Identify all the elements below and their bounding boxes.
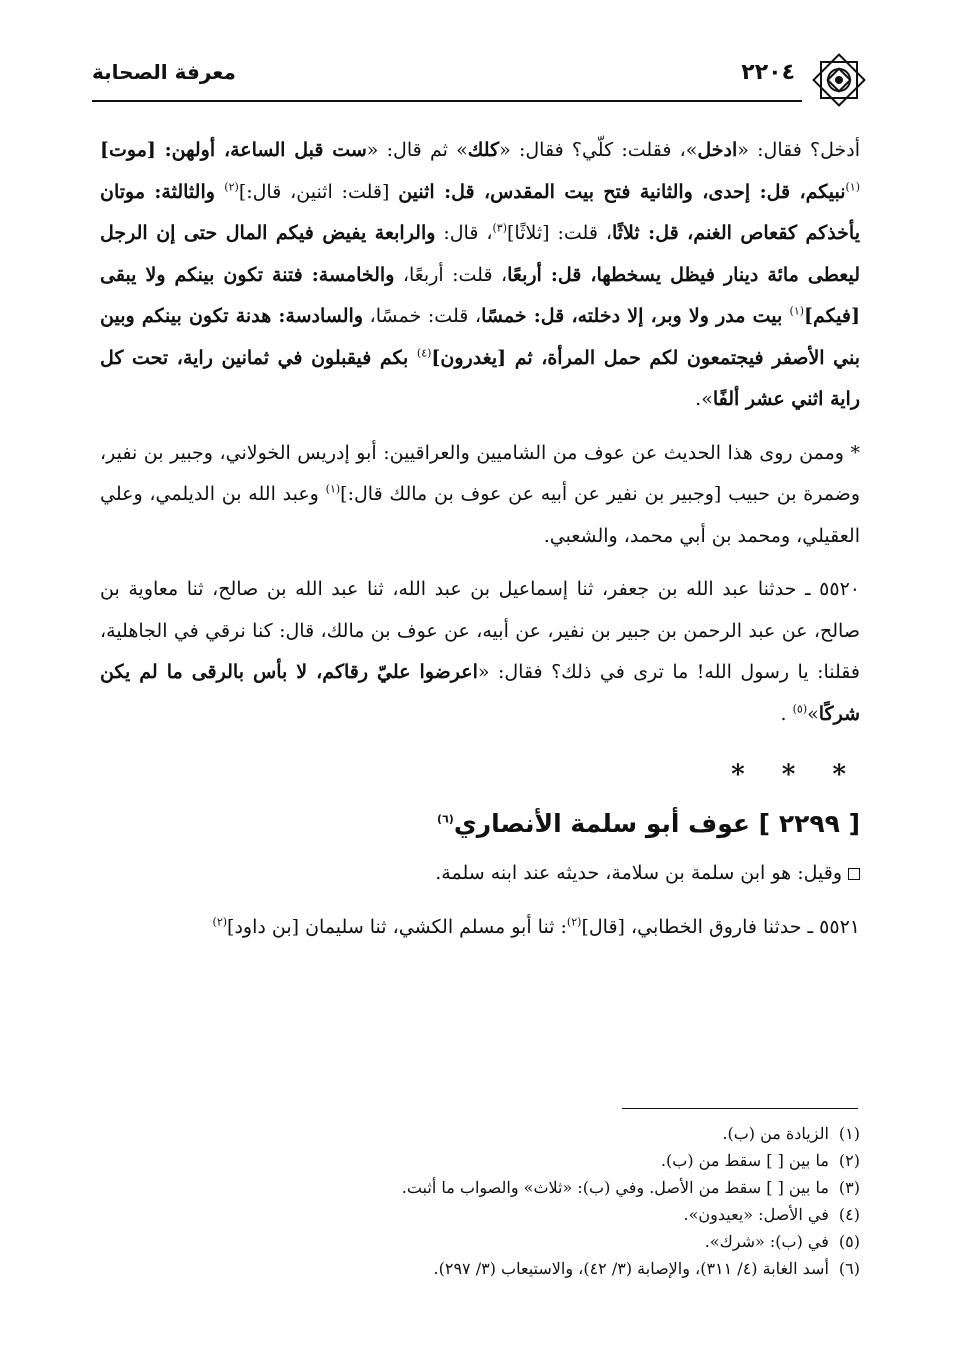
footnote: [100, 1174, 860, 1201]
text-span: » ثم قال: «: [366, 139, 468, 161]
text-span: : ثنا أبو مسلم الكشي، ثنا سليمان [بن داود]: [227, 915, 567, 938]
text-span: ، قلت: أربعًا،: [394, 263, 508, 286]
hadith-paragraph-1: [100, 130, 860, 421]
octagonal-star-ornament-icon: [811, 52, 867, 108]
text-span: ، قلت: خمسًا،: [363, 305, 482, 327]
footnote-ref: (١): [789, 304, 805, 318]
text-span: »، فقلت: كلّي؟ فقال: «: [499, 139, 698, 161]
prophetic-text: بكم فيقبلون في ثمانين راية، تحت كل راية اثني عشر ألفًا: [100, 346, 860, 410]
hadith-5520-paragraph: [100, 569, 860, 735]
footnote-number: (٤): [838, 1205, 860, 1224]
footnote-ref: (٢): [566, 915, 582, 929]
text-span: أدخل؟ فقال: «: [737, 139, 860, 161]
footnote: [100, 1255, 860, 1282]
footnote-divider: [622, 1108, 858, 1109]
section-separator-stars: * * *: [731, 760, 860, 790]
footnote: [100, 1120, 860, 1147]
footnote-number: (٢): [838, 1151, 860, 1170]
prophetic-text: والسادسة: هدنة تكون بينكم وبين بني الأصفر فيجتمعون لكم حمل المرأة، ثم [يغدرون]: [100, 305, 860, 369]
footnote-text: أسد الغابة (٤/ ٣١١)، والإصابة (٣/ ٤٢)، والاستيعاب (٣/ ٢٩٧).: [433, 1259, 829, 1278]
note-paragraph: [100, 853, 860, 895]
text-span: وقيل: هو ابن سلمة بن سلامة، حديثه عند ابنه سلمة.: [435, 862, 842, 884]
footnote-ref: (٦): [437, 812, 454, 826]
prophetic-text: ست قبل الساعة، أولهن: [موت]: [100, 139, 367, 161]
square-bullet-icon: [848, 868, 860, 880]
prophetic-text: والثالثة: موتان يأخذكم كقعاص الغنم، قل: ثلاثًا: [100, 180, 860, 244]
page-number: ٢٢٠٤: [741, 60, 795, 85]
section-title: [100, 799, 860, 849]
footnote: [100, 1228, 860, 1255]
text-span: ، قلت: [ثلاثًا]: [507, 222, 612, 244]
footnote-text: في (ب): «شرك».: [704, 1232, 829, 1251]
section-title-text: [ ٢٢٩٩ ] عوف أبو سلمة الأنصاري: [453, 809, 860, 838]
main-text: [100, 130, 860, 948]
book-title: معرفة الصحابة: [92, 60, 236, 84]
header-divider: [92, 100, 802, 102]
footnote-ref: (٢): [224, 180, 239, 194]
prophetic-text: والرابعة يفيض فيكم المال حتى إن الرجل ليعطى مائة دينار فيظل يسخطها، قل: أربعًا: [100, 222, 860, 286]
footnote-text: الزيادة من (ب).: [722, 1124, 829, 1143]
footnote-text: ما بين [ ] سقط من (ب).: [660, 1151, 829, 1170]
footnote: [100, 1147, 860, 1174]
text-span: ».: [695, 388, 713, 410]
prophetic-text: اعرضوا عليّ رقاكم، لا بأس بالرقى ما لم يكن شركًا: [100, 661, 860, 725]
text-span: ، قال:: [435, 222, 493, 244]
prophetic-text: ادخل: [697, 139, 738, 161]
prophetic-text: كلك: [467, 139, 500, 161]
footnote-ref: (٤): [416, 346, 432, 360]
text-span: * وممن روى هذا الحديث عن عوف من الشاميين والعراقيين: أبو إدريس الخولاني، وجبير بن نفير، وضمرة بن حبيب [وجبير بن نفير عن أبيه عن عوف بن مالك قال:]: [100, 441, 860, 505]
footnote-ref: (٢): [212, 915, 228, 929]
prophetic-text: نبيكم، قل: إحدى، والثانية فتح بيت المقدس، قل: اثنين: [398, 180, 846, 203]
footnote: [100, 1201, 860, 1228]
footnote-ref: (١): [845, 180, 861, 194]
footnote-number: (٣): [838, 1178, 860, 1197]
prophetic-text: والخامسة: فتنة تكون بينكم ولا يبقى [فيكم]: [100, 263, 860, 327]
narrators-paragraph: [100, 433, 860, 558]
footnote-ref: (٣): [492, 221, 508, 235]
footnote-ref: (٥): [792, 702, 808, 716]
text-span: ٥٥٢٠ ـ حدثنا عبد الله بن جعفر، ثنا إسماعيل بن عبد الله، ثنا عبد الله بن صالح، ثنا معاوية بن صالح، عن عبد الرحمن بن جبير بن نفير، عن أبيه، عن عوف بن مالك، قال: كنا نرقي في الجاهلية، فقلنا: يا رسول الله! ما ترى في ذلك؟ فقال: «: [100, 578, 860, 683]
prophetic-text: بيت مدر ولا وبر، إلا دخلته، قل: خمسًا: [481, 305, 790, 327]
text-span: »: [807, 702, 819, 725]
text-span: .: [780, 702, 793, 725]
hadith-5521-paragraph: [100, 907, 860, 949]
footnote-text: في الأصل: «يعيدون».: [683, 1205, 829, 1224]
footnotes-list: [100, 1120, 860, 1282]
footnote-number: (٦): [838, 1259, 860, 1278]
footnote-text: ما بين [ ] سقط من الأصل. وفي (ب): «ثلاث» والصواب ما أثبت.: [401, 1178, 829, 1197]
text-span: [قلت: اثنين، قال:]: [238, 180, 399, 203]
text-span: ٥٥٢١ ـ حدثنا فاروق الخطابي، [قال]: [581, 915, 860, 938]
footnote-number: (١): [838, 1124, 860, 1143]
footnote-number: (٥): [838, 1232, 860, 1251]
footnote-ref: (١): [325, 482, 341, 496]
text-span: وعبد الله بن الديلمي، وعلي العقيلي، ومحمد بن أبي محمد، والشعبي.: [100, 483, 860, 547]
